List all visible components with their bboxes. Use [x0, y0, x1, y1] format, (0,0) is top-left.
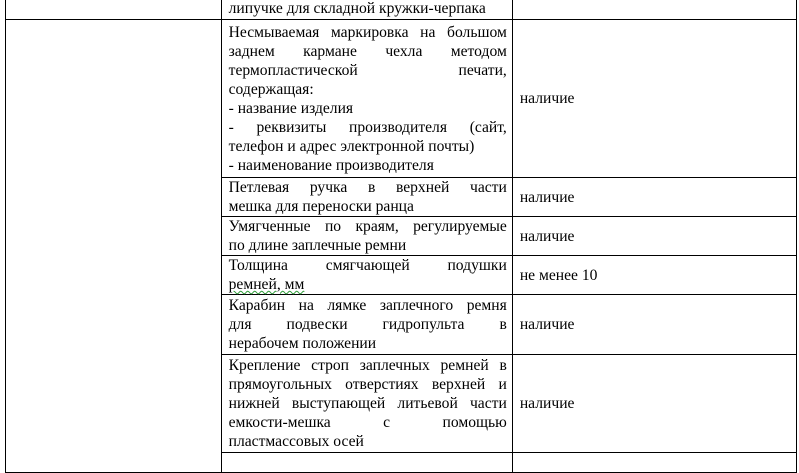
table-cell-empty [6, 20, 222, 473]
cell-line: телефон и адрес электронной почты) [228, 137, 475, 155]
cell-line: термопластической печати, [228, 61, 507, 79]
characteristic-cell [221, 178, 512, 217]
cell-line: нерабочем положении [228, 335, 377, 352]
value-cell [512, 453, 796, 473]
cell-line: нижней выступающей литьевой части [228, 395, 507, 412]
specification-table [5, 0, 797, 473]
characteristic-cell [221, 217, 512, 256]
cell-line: ремней, мм [228, 276, 305, 293]
cell-line: Умягченные по краям, регулируемые [228, 218, 507, 235]
value-cell [512, 0, 796, 20]
cell-line: заднем кармане чехла методом [228, 42, 507, 60]
characteristic-cell [221, 20, 512, 178]
table-row [6, 0, 797, 20]
cell-line: Карабин на лямке заплечного ремня [228, 297, 507, 314]
cell-line: - реквизиты производителя (сайт, [228, 118, 507, 136]
characteristic-cell [221, 256, 512, 295]
cell-line: липучке для складной кружки-черпака [228, 0, 486, 17]
cell-line: - название изделия [228, 99, 354, 117]
cell-line: - наименование производителя [228, 156, 434, 174]
cell-line: Петлевая ручка в верхней части [228, 179, 507, 196]
cell-line: по длине заплечные ремни [228, 237, 407, 254]
characteristic-cell [221, 0, 512, 20]
characteristic-cell [221, 295, 512, 355]
table-row [6, 20, 797, 178]
characteristic-cell [221, 453, 512, 473]
value-cell: не менее 10 [512, 256, 796, 295]
cell-line: емкости-мешка с помощью [228, 414, 507, 431]
cell-line: для подвески гидропульта в [228, 316, 507, 333]
value-cell: наличие [512, 20, 796, 178]
characteristic-cell [221, 355, 512, 453]
value-cell: наличие [512, 355, 796, 453]
cell-line: прямоугольных отверстиях верхней и [228, 376, 507, 393]
table-cell-empty [6, 0, 222, 20]
cell-line: содержащая: [228, 80, 314, 98]
value-cell: наличие [512, 217, 796, 256]
cell-line: мешка для переноски ранца [228, 198, 414, 215]
cell-line: пластмассовых осей [228, 433, 364, 450]
cell-line: Толщина смягчающей подушки [228, 257, 507, 274]
cell-line: Несмываемая маркировка на большом [228, 23, 507, 41]
value-cell: наличие [512, 178, 796, 217]
cell-line: Крепление строп заплечных ремней в [228, 357, 507, 374]
value-cell: наличие [512, 295, 796, 355]
